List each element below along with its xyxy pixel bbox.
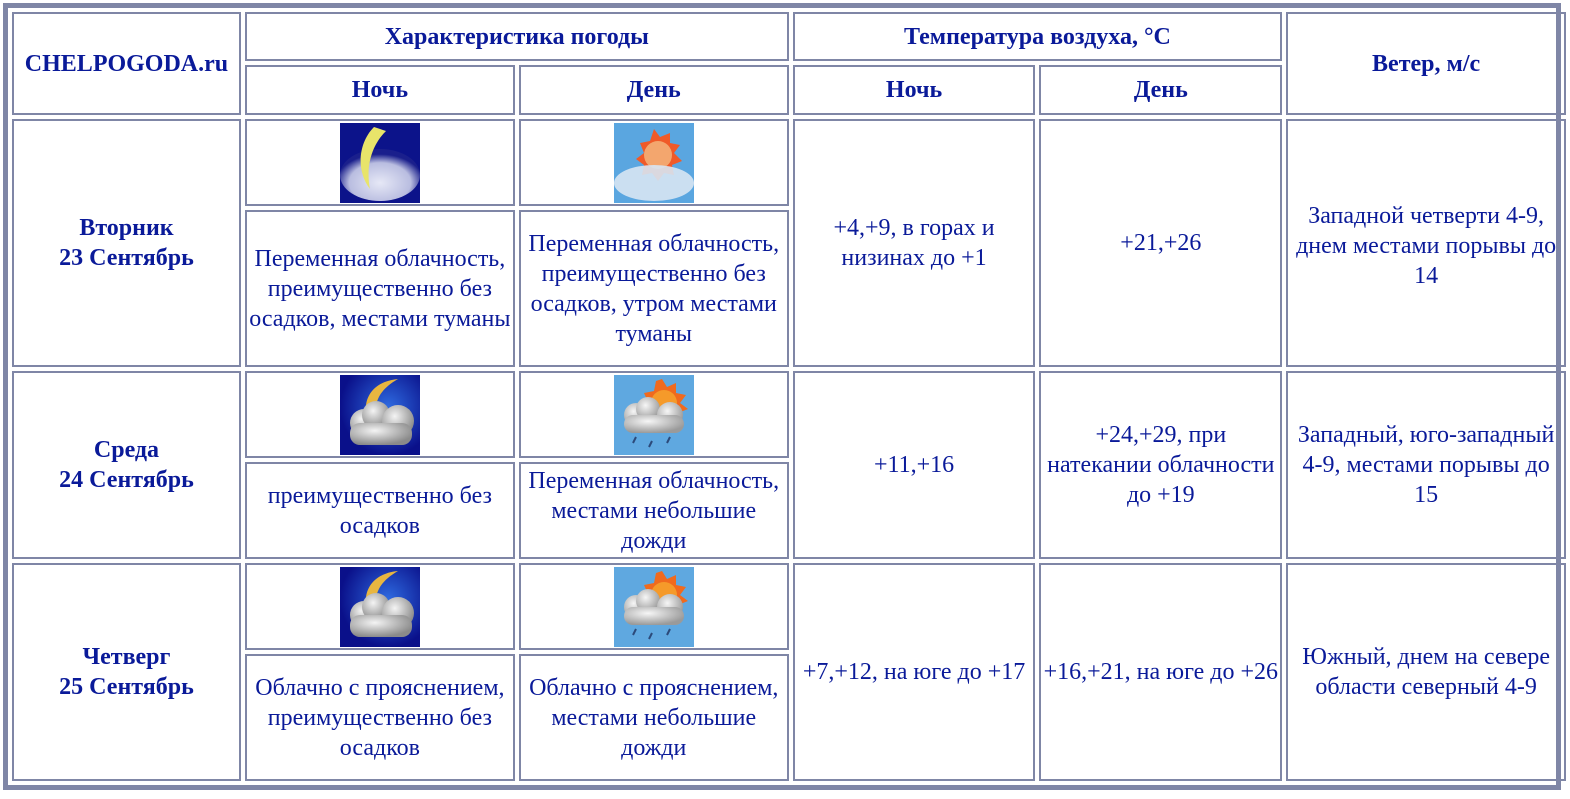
table-row [12,371,1566,458]
table-row [12,563,1566,650]
night-icon-cell [245,119,515,206]
site-brand: CHELPOGODA.ru [12,12,241,115]
day-desc: Переменная облачность, преимущественно без осадков, утром местами туманы [519,210,789,367]
moon-clouds-icon [340,567,420,647]
header-weather-day: День [519,65,789,115]
day-desc: Переменная облачность, местами небольшие дожди [519,462,789,559]
day-icon-cell [519,563,789,650]
weekday: Четверг [82,644,171,670]
weekday: Среда [93,437,160,463]
forecast-table [8,8,1570,785]
night-icon-cell [245,371,515,458]
date: 23 Сентябрь [59,245,194,271]
night-desc: Облачно с прояснением, преимущественно без осадков [245,654,515,781]
table-row [12,119,1566,206]
header-temperature: Температура воздуха, °C [793,12,1283,61]
date: 24 Сентябрь [59,467,194,493]
sun-fog-icon [614,123,694,203]
moon-fog-icon [340,123,420,203]
night-desc: преимущественно без осадков [245,462,515,559]
day-label [12,371,241,559]
sun-clouds-rain-icon [614,567,694,647]
day-icon-cell [519,371,789,458]
day-desc: Облачно с прояснением, местами небольшие дожди [519,654,789,781]
day-label [12,119,241,367]
header-weather-night: Ночь [245,65,515,115]
temp-night: +11,+16 [793,371,1036,559]
weekday: Вторник [79,215,174,241]
header-temp-night: Ночь [793,65,1036,115]
wind: Южный, днем на севере области северный 4-9 [1286,563,1566,781]
day-icon-cell [519,119,789,206]
header-temp-day: День [1039,65,1282,115]
header-wind: Ветер, м/с [1286,12,1566,115]
temp-day: +24,+29, при натекании облачности до +19 [1039,371,1282,559]
temp-night: +7,+12, на юге до +17 [793,563,1036,781]
temp-day: +16,+21, на юге до +26 [1039,563,1282,781]
moon-clouds-icon [340,375,420,455]
wind: Западный, юго-западный 4-9, местами порывы до 15 [1286,371,1566,559]
temp-night: +4,+9, в горах и низинах до +1 [793,119,1036,367]
header-weather: Характеристика погоды [245,12,789,61]
temp-day: +21,+26 [1039,119,1282,367]
night-desc: Переменная облачность, преимущественно без осадков, местами туманы [245,210,515,367]
date: 25 Сентябрь [59,674,194,700]
night-icon-cell [245,563,515,650]
wind: Западной четверти 4-9, днем местами порывы до 14 [1286,119,1566,367]
sun-clouds-rain-icon [614,375,694,455]
day-label [12,563,241,781]
